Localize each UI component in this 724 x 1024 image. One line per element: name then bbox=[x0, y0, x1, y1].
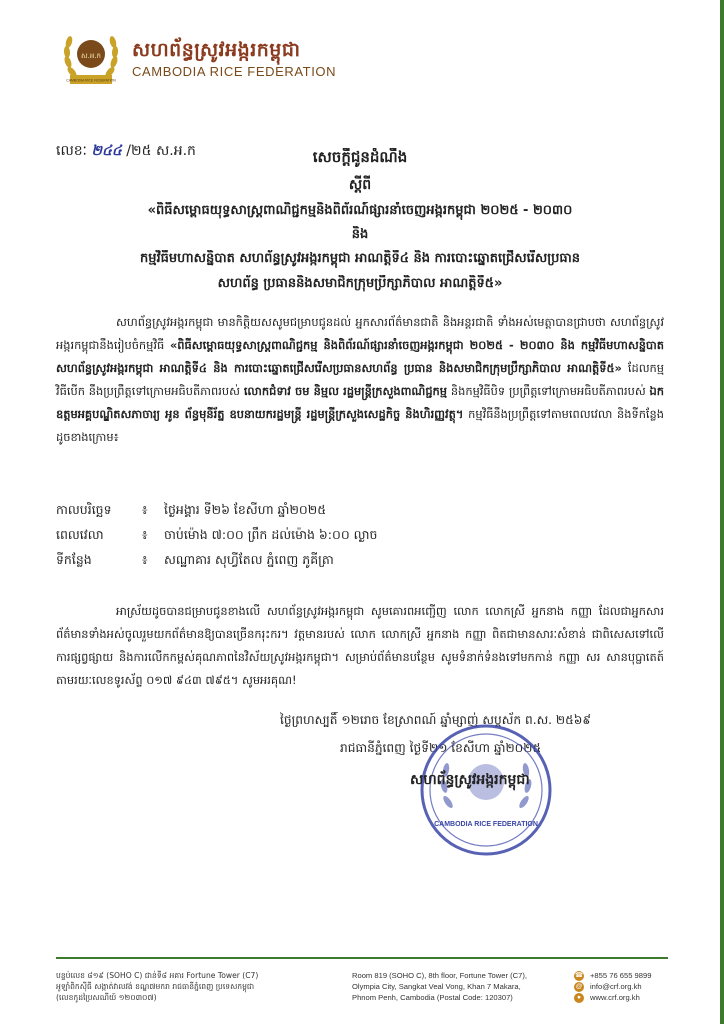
reference-suffix: /២៥ ស.អ.ក bbox=[126, 143, 196, 159]
footer-email[interactable] bbox=[574, 981, 651, 992]
globe-icon: ● bbox=[574, 993, 584, 1003]
logo-subtext: CAMBODIA RICE FEDERATION bbox=[66, 78, 116, 83]
p1-outro: កម្មវិធីនឹងប្រព្រឹត្តទៅតាមពេលវេលា និងទីកន្លែងដូចខាងក្រោម៖ bbox=[56, 407, 665, 444]
phone-icon: ☎ bbox=[574, 971, 584, 979]
phone-number: +855 76 655 9899 bbox=[590, 971, 652, 980]
lunar-date: ថ្ងៃព្រហស្បតិ៍ ១២រោច ខែស្រាពណ៍ ឆ្នាំម្សាញ់ សប្តស័ក ព.ស. ២៥៦៩ bbox=[280, 713, 592, 727]
schedule-row-date bbox=[56, 502, 326, 521]
seal-text: CAMBODIA RICE FEDERATION bbox=[434, 821, 538, 828]
notice-subject-and: និង bbox=[351, 227, 369, 242]
reference-handwritten-number: ២៤៤ bbox=[91, 143, 122, 159]
footer-phone[interactable] bbox=[574, 970, 651, 981]
notice-title: សេចក្ដីជូនដំណឹង bbox=[312, 148, 408, 166]
rice-wreath-icon bbox=[58, 26, 124, 88]
footer-en-line: Phnom Penh, Cambodia (Postal Code: 120307) bbox=[352, 993, 513, 1002]
p1-intro: សហព័ន្ធស្រូវអង្ករកម្ពុជា មានកិត្តិយសសូមជម្រាបជូនដល់ អ្នកសារព័ត៌មានជាតិ និងអន្តរជាតិ ទាំងអស់មេត្តាបានជ្រាបថា សហព័ន្ធស្រូវអង្ករកម្ពុជានឹងរៀបចំកម្មវិធី bbox=[56, 315, 664, 352]
schedule-label: ពេលវេលា bbox=[56, 527, 104, 542]
footer-kh-line: អូឡាំពិកស៊ីធី សង្កាត់វាលវង់ ខណ្ឌ៧មករា រាជធានីភ្នំពេញ ប្រទេសកម្ពុជា bbox=[56, 982, 255, 991]
right-accent-bar bbox=[720, 0, 724, 1024]
footer-contacts bbox=[574, 970, 651, 1003]
schedule-row-time bbox=[56, 527, 377, 546]
notice-subject-line1: «ពិធីសម្ពោធយុទ្ធសាស្ត្រពាណិជ្ជកម្មនិងពិព័រណ៍ផ្សារនាំចេញអង្ករកម្ពុជា ២០២៥ - ២០៣០ bbox=[147, 203, 573, 218]
schedule-separator: ៖ bbox=[142, 502, 148, 517]
footer-divider bbox=[56, 957, 668, 959]
notice-subject-label: ស្ដីពី bbox=[348, 177, 372, 193]
footer-en-line: Room 819 (SOHO C), 8th floor, Fortune Tower (C7), bbox=[352, 971, 527, 980]
notice-subject-line2: កម្មវិធីមហាសន្និបាត សហព័ន្ធស្រូវអង្ករកម្ពុជា អាណត្តិទី៤ និង ការបោះឆ្នោតជ្រើសរើសប្រធាន bbox=[139, 251, 581, 266]
schedule-label: ទីកន្លែង bbox=[56, 552, 92, 567]
p1-opening: ដែលកម្មវិធីបើក នឹងប្រព្រឹត្តទៅក្រោមអធិបតីភាពរបស់ bbox=[56, 361, 664, 398]
logo-text: ស.អ.ក bbox=[80, 52, 102, 60]
schedule-separator: ៖ bbox=[142, 527, 148, 542]
org-name-english: CAMBODIA RICE FEDERATION bbox=[132, 64, 337, 79]
website-url: www.crf.org.kh bbox=[590, 993, 640, 1002]
signatory-name: សហព័ន្ធស្រូវអង្ករកម្ពុជា bbox=[410, 772, 530, 788]
schedule-separator: ៖ bbox=[142, 552, 148, 567]
email-address: info@crf.org.kh bbox=[590, 982, 642, 991]
footer-kh-line: បន្ទប់លេខ ៨១៩ (SOHO C) ជាន់ទី៨ អគារ Fortune Tower (C7) bbox=[56, 971, 259, 980]
schedule-value: ចាប់ម៉ោង ៧:០០ ព្រឹក ដល់ម៉ោង ៦:០០ ល្ងាច bbox=[164, 527, 378, 542]
p1-closing-presider: ឯកឧត្តមអគ្គបណ្ឌិតសភាចារ្យ អូន ព័ន្ធមុនីរ័ត្ន ឧបនាយករដ្ឋមន្ត្រី រដ្ឋមន្ត្រីក្រសួងសេដ្ឋកិច្ច និងហិរញ្ញវត្ថុ។ bbox=[56, 384, 664, 421]
footer-address-khmer bbox=[56, 970, 258, 1003]
email-icon: @ bbox=[575, 982, 583, 990]
org-name-khmer: សហព័ន្ធស្រូវអង្ករកម្ពុជា bbox=[132, 39, 301, 61]
notice-subject-line3: សហព័ន្ធ ប្រធាននិងសមាជិកក្រុមប្រឹក្សាភិបាល អាណត្តិទី៥» bbox=[217, 276, 503, 291]
footer-kh-line: (លេខកូដប្រៃសណីយ៍ ១២០៣០៧) bbox=[56, 993, 157, 1002]
p1-event-name: «ពិធីសម្ពោធយុទ្ធសាស្ត្រពាណិជ្ជកម្ម និងពិព័រណ៍ផ្សារនាំចេញអង្ករកម្ពុជា ២០២៥ - ២០៣០ និង កម្មវិធីមហាសន្និបាត សហព័ន្ធស្រូវអង្ករកម្ពុជា អាណត្តិទី៤ និង ការបោះឆ្នោតជ្រើសរើសប្រធានសហព័ន្ធ ប្រធាន និងសមាជិកក្រុមប្រឹក្សាភិបាល អាណត្តិទី៥» bbox=[56, 338, 664, 375]
reference-label: លេខៈ bbox=[56, 143, 87, 159]
body-paragraph-2: អាស្រ័យដូចបានជម្រាបជូនខាងលើ សហព័ន្ធស្រូវអង្ករកម្ពុជា សូមគោរពអញ្ជើញ លោក លោកស្រី អ្នកនាង កញ្ញា ដែលជាអ្នកសារព័ត៌មានទាំងអស់ចូលរួមយកព័ត៌មានឱ្យបានច្រើនករុះករ។ វត្តមានរបស់ លោក លោកស្រី អ្នកនាង កញ្ញា ពិតជាមានសារៈសំខាន់ ជាពិសេសទៅលើការផ្សព្វផ្សាយ និងការលើកកម្ពស់គុណភាពនៃវិស័យស្រូវអង្ករកម្ពុជា។ សម្រាប់ព័ត៌មានបន្ថែម សូមទំនាក់ទំនងទៅមកកាន់ កញ្ញា សរ សានបុប្ផាតេត៍ តាមរយៈលេខទូរស័ព្ទ ០១៧ ៩៤៣ ៧៩៥។ សូមអរគុណ! bbox=[56, 604, 664, 687]
footer-website[interactable] bbox=[574, 992, 651, 1003]
footer-en-line: Olympia City, Sangkat Veal Vong, Khan 7 Makara, bbox=[352, 982, 521, 991]
body-paragraph-1 bbox=[56, 311, 664, 449]
schedule-value: សណ្ឋាគារ សុហ្វីតែល ភ្នំពេញ ភូគីត្រា bbox=[164, 552, 334, 567]
schedule-value: ថ្ងៃអង្គារ ទី២៦ ខែសីហា ឆ្នាំ២០២៥ bbox=[164, 502, 327, 517]
solar-date: រាជធានីភ្នំពេញ ថ្ងៃទី២១ ខែសីហា ឆ្នាំ២០២៥ bbox=[340, 741, 542, 755]
p1-opening-presider: លោកជំទាវ ចម និម្មល រដ្ឋមន្ត្រីក្រសួងពាណិជ្ជកម្ម bbox=[243, 384, 448, 398]
schedule-row-venue bbox=[56, 552, 334, 571]
p1-closing: និងកម្មវិធីបិទ ប្រព្រឹត្តទៅក្រោមអធិបតីភាពរបស់ bbox=[450, 384, 646, 398]
footer-address-english bbox=[352, 970, 527, 1003]
schedule-label: កាលបរិច្ឆេទ bbox=[56, 502, 112, 517]
